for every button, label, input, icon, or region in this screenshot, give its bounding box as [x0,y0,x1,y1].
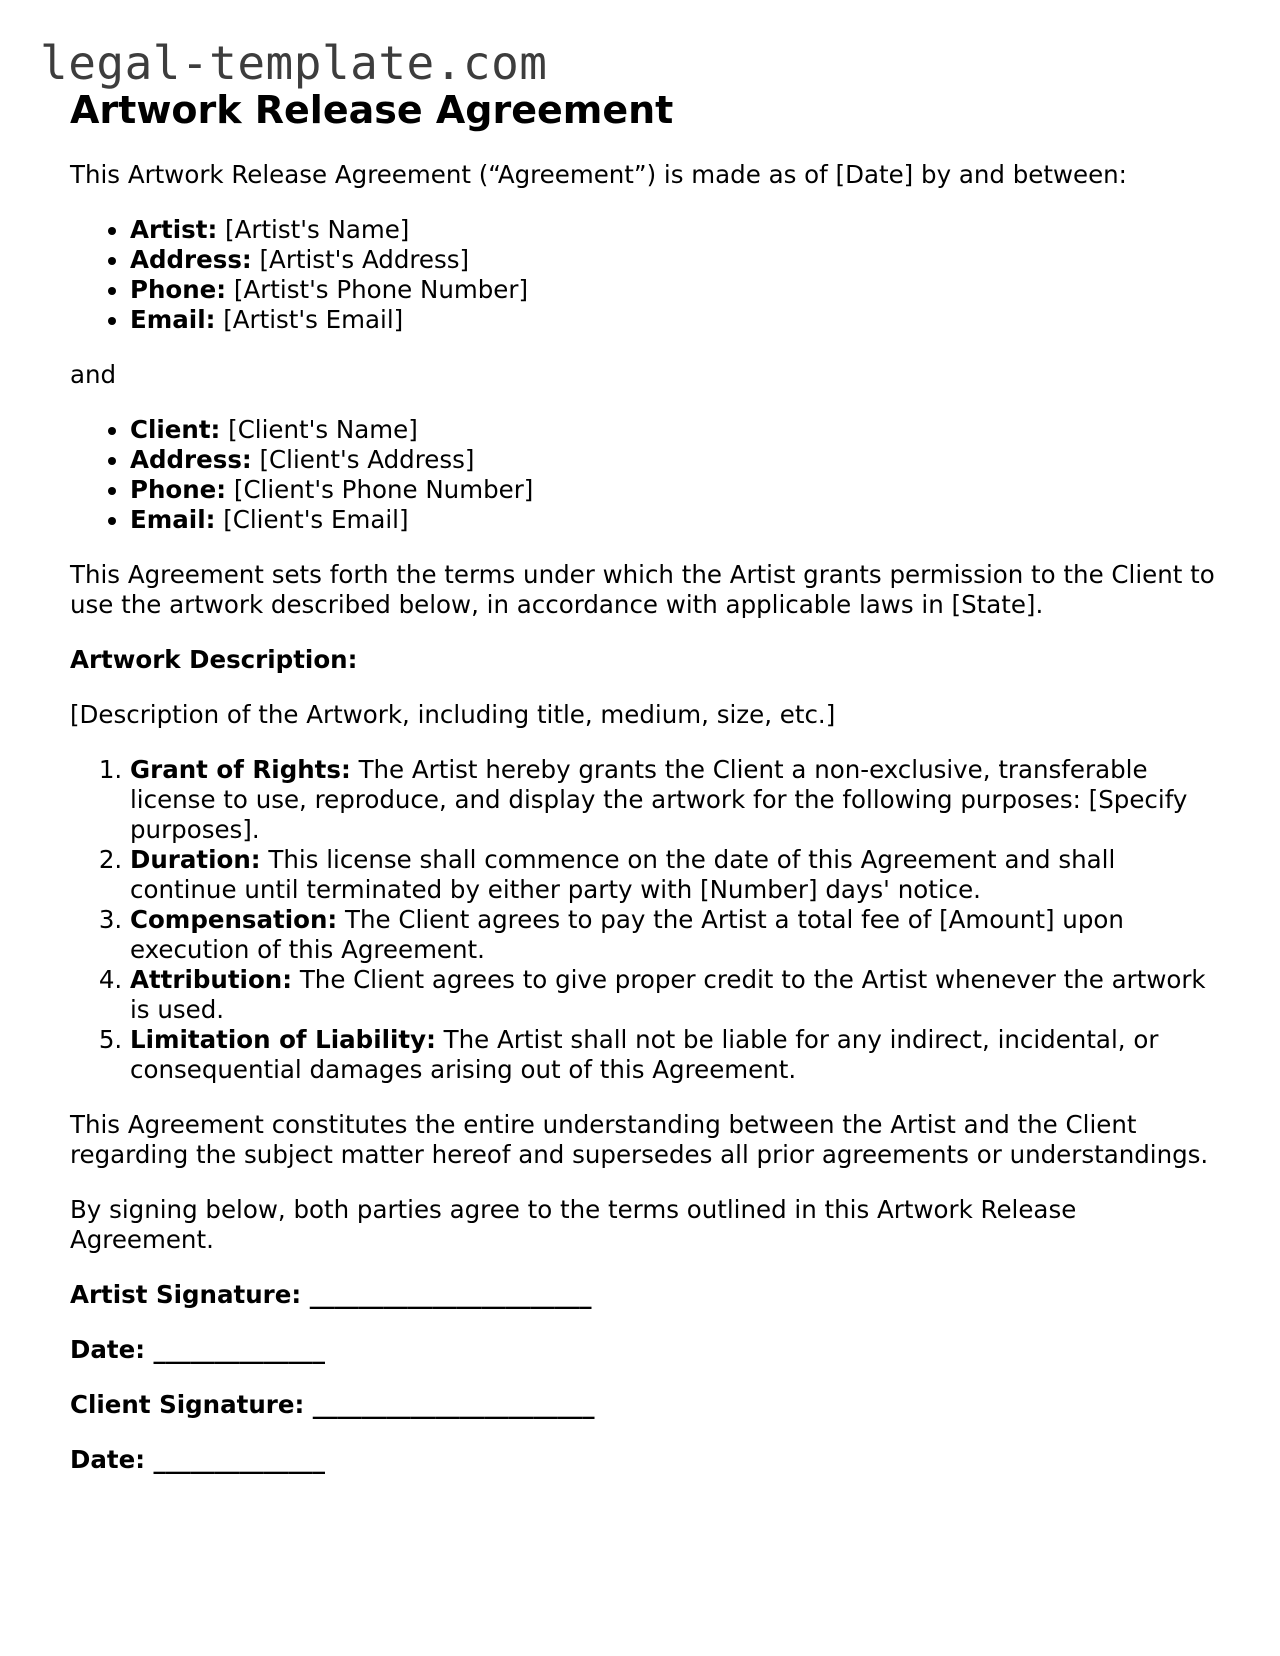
client-signature-line: Client Signature: _______________________ [70,1390,595,1419]
field-label: Client: [130,415,221,444]
term-label: Limitation of Liability: [130,1025,436,1054]
list-item [130,505,1220,535]
term-label: Attribution: [130,965,293,994]
client-details-list [70,415,1220,535]
term-item [130,905,1220,965]
term-text: The Artist hereby grants the Client a non-exclusive, transferable license to use, reproduce, and display the artwork for the following purposes: [Specify purposes]. [130,755,1188,844]
term-label: Compensation: [130,905,338,934]
term-item [130,965,1220,1025]
field-label: Email: [130,305,216,334]
term-item [130,755,1220,845]
field-label: Address: [130,445,252,474]
artist-date-line: Date: ______________ [70,1335,326,1364]
list-item [130,215,1220,245]
list-item [130,415,1220,445]
term-item [130,1025,1220,1085]
term-text: The Client agrees to give proper credit to the Artist whenever the artwork is used. [130,965,1206,1024]
field-label: Email: [130,505,216,534]
intro-paragraph: This Artwork Release Agreement (“Agreement”) is made as of [Date] by and between: [70,160,1127,189]
field-value: [Artist's Email] [223,305,404,334]
list-item [130,245,1220,275]
signing-statement: By signing below, both parties agree to the terms outlined in this Artwork Release Agreement. [70,1195,1077,1254]
term-label: Grant of Rights: [130,755,351,784]
field-value: [Artist's Address] [259,245,470,274]
artist-details-list [70,215,1220,335]
artwork-heading: Artwork Description: [70,645,358,674]
field-value: [Artist's Phone Number] [233,275,529,304]
field-label: Phone: [130,475,227,504]
document-body [70,84,1220,1500]
term-text: The Artist shall not be liable for any indirect, incidental, or consequential damages arising out of this Agreement. [130,1025,1159,1084]
term-text: This license shall commence on the date of this Agreement and shall continue until terminated by either party with [Number] days' notice. [130,845,1116,904]
field-value: [Client's Phone Number] [233,475,534,504]
field-value: [Artist's Name] [225,215,410,244]
term-text: The Client agrees to pay the Artist a total fee of [Amount] upon execution of this Agreement. [130,905,1124,964]
client-date-line: Date: ______________ [70,1445,326,1474]
artist-signature-line: Artist Signature: _______________________ [70,1280,592,1309]
list-item [130,475,1220,505]
list-item [130,445,1220,475]
artwork-description: [Description of the Artwork, including title, medium, size, etc.] [70,700,836,729]
field-label: Artist: [130,215,218,244]
field-value: [Client's Address] [259,445,475,474]
field-label: Phone: [130,275,227,304]
entire-agreement-paragraph: This Agreement constitutes the entire understanding between the Artist and the Client regarding the subject matter hereof and supersedes all prior agreements or understandings. [70,1110,1209,1169]
field-label: Address: [130,245,252,274]
term-label: Duration: [130,845,261,874]
list-item [130,275,1220,305]
terms-list [70,755,1220,1085]
term-item [130,845,1220,905]
field-value: [Client's Email] [223,505,409,534]
document-title: Artwork Release Agreement [70,88,674,132]
field-value: [Client's Name] [228,415,418,444]
list-item [130,305,1220,335]
watermark-text: legal-template.com [40,36,548,90]
purpose-paragraph: This Agreement sets forth the terms under which the Artist grants permission to the Client to use the artwork described below, in accordance with applicable laws in [State]. [70,560,1215,619]
and-text: and [70,360,117,389]
